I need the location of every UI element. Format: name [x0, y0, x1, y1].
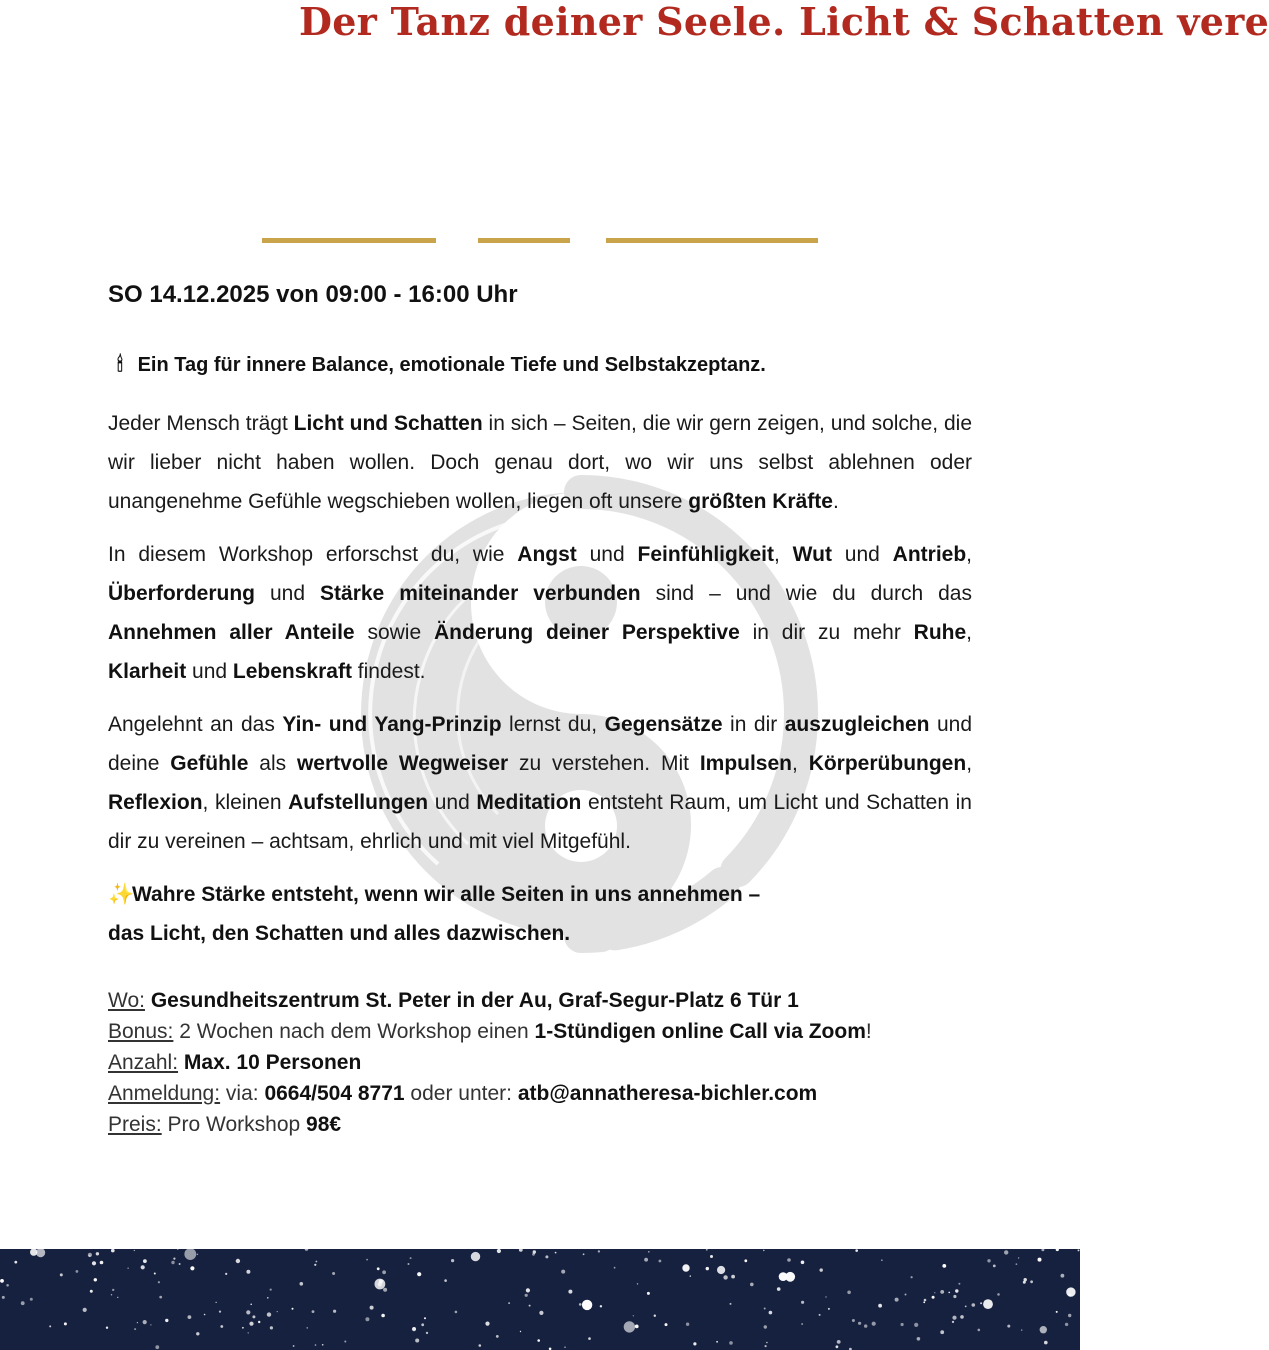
star-dot	[204, 1314, 206, 1316]
star-dot	[914, 1323, 918, 1327]
paragraph-intro: Jeder Mensch trägt Licht und Schatten in sich – Seiten, die wir gern zeigen, und solche, die wir lieber nicht haben wollen. Doch genau dort, wo wir uns selbst ablehnen oder unangenehme Gefühle wegschieben wollen, liegen oft unsere größten Kräfte.	[108, 412, 973, 513]
star-dot	[14, 1261, 17, 1264]
star-dot	[444, 1279, 447, 1282]
star-dot	[958, 1283, 960, 1285]
star-dot	[1056, 1248, 1059, 1251]
star-dot	[878, 1304, 882, 1308]
star-dot	[972, 1303, 976, 1307]
star-dot	[315, 1344, 317, 1346]
star-dot	[377, 1267, 380, 1270]
star-dot	[159, 1296, 162, 1299]
star-dot	[426, 1332, 428, 1334]
star-dot	[837, 1340, 841, 1344]
star-dot	[2, 1296, 5, 1299]
star-dot	[60, 1273, 63, 1276]
star-dot	[117, 1297, 118, 1298]
star-dot	[555, 1252, 557, 1254]
star-dot	[270, 1326, 273, 1329]
star-dot	[1040, 1326, 1047, 1333]
star-dot	[314, 1264, 316, 1266]
star-dot	[497, 1249, 501, 1253]
star-dot	[730, 1303, 732, 1305]
star-dot	[690, 1275, 691, 1276]
star-dot	[801, 1301, 804, 1304]
info-registration: Anmeldung: via: 0664/504 8771 oder unter: atb@annatheresa-bichler.com	[108, 1082, 818, 1105]
star-dot	[940, 1330, 944, 1334]
star-dot	[525, 1294, 528, 1297]
star-dot	[415, 1339, 419, 1343]
star-dot	[158, 1281, 160, 1283]
star-dot	[955, 1289, 958, 1292]
star-dot	[533, 1250, 536, 1253]
star-dot	[137, 1322, 138, 1323]
star-dot	[1016, 1263, 1018, 1265]
star-dot	[171, 1261, 174, 1264]
star-dot	[410, 1257, 412, 1259]
info-capacity: Anzahl: Max. 10 Personen	[108, 1051, 362, 1074]
star-dot	[545, 1255, 548, 1258]
gold-divider-right	[606, 238, 818, 243]
star-dot	[1038, 1258, 1042, 1262]
star-dot	[820, 1268, 823, 1271]
star-dot	[965, 1306, 967, 1308]
star-dot	[706, 1249, 708, 1251]
star-dot	[769, 1311, 773, 1315]
star-dot	[134, 1328, 136, 1330]
star-dot	[1044, 1341, 1048, 1345]
star-dot	[88, 1253, 92, 1257]
star-dot	[779, 1272, 788, 1281]
star-dot	[1007, 1325, 1010, 1328]
star-dot	[686, 1323, 689, 1326]
star-dot	[1004, 1250, 1008, 1254]
star-dot	[819, 1314, 821, 1316]
star-dot	[127, 1268, 128, 1269]
event-date: SO 14.12.2025 von 09:00 - 16:00 Uhr	[108, 281, 518, 308]
lead-text: Ein Tag für innere Balance, emotionale Tiefe und Selbstakzeptanz.	[137, 354, 766, 376]
star-dot	[729, 1341, 733, 1345]
star-dot	[366, 1259, 368, 1261]
star-dot	[30, 1298, 33, 1301]
star-dot	[905, 1294, 907, 1296]
star-dot	[225, 1273, 227, 1275]
star-dot	[267, 1297, 269, 1299]
star-dot	[717, 1266, 725, 1274]
star-dot	[895, 1298, 899, 1302]
star-dot	[344, 1341, 346, 1343]
star-dot	[277, 1311, 278, 1312]
gold-divider-middle	[478, 238, 570, 243]
email-link[interactable]: atb@annatheresa-bichler.com	[517, 1082, 818, 1105]
star-dot	[564, 1346, 566, 1348]
star-dot	[258, 1321, 260, 1323]
star-dot	[731, 1275, 735, 1279]
page-title: Der Tanz deiner Seele. Licht & Schatten vere	[299, 0, 1269, 44]
star-dot	[370, 1306, 374, 1310]
star-dot	[252, 1315, 255, 1318]
star-dot	[644, 1258, 648, 1262]
star-dot	[94, 1278, 97, 1281]
star-dot	[710, 1255, 713, 1258]
star-dot	[90, 1290, 93, 1293]
star-dot	[777, 1287, 781, 1291]
star-dot	[246, 1310, 250, 1314]
star-dot	[316, 1261, 318, 1263]
star-dot	[539, 1311, 543, 1315]
star-dot	[1066, 1287, 1075, 1296]
closing-quote: ✨Wahre Stärke entsteht, wenn wir alle Seiten in uns annehmen – das Licht, den Schatten und alles dazwischen.	[108, 875, 972, 953]
star-dot	[1041, 1248, 1044, 1251]
star-dot	[764, 1308, 766, 1310]
star-dot	[855, 1249, 858, 1252]
info-price: Preis: Pro Workshop 98€	[108, 1113, 342, 1136]
star-dot	[978, 1329, 981, 1332]
star-dot	[242, 1327, 244, 1329]
star-dot	[270, 1289, 272, 1291]
star-dot	[993, 1265, 996, 1268]
star-dot	[496, 1335, 499, 1338]
star-dot	[49, 1325, 51, 1327]
star-dot	[111, 1294, 112, 1295]
star-dot	[417, 1272, 421, 1276]
star-dot	[997, 1293, 1000, 1296]
star-dot	[598, 1250, 600, 1252]
star-dot	[901, 1323, 904, 1326]
star-dot	[787, 1258, 791, 1262]
star-dot	[196, 1332, 199, 1335]
star-dot	[1065, 1323, 1068, 1326]
starry-night-band	[0, 1249, 1080, 1350]
star-dot	[600, 1305, 602, 1307]
star-dot	[987, 1259, 990, 1262]
star-dot	[801, 1261, 805, 1265]
star-dot	[932, 1296, 935, 1299]
star-dot	[508, 1302, 510, 1304]
star-dot	[881, 1260, 882, 1261]
star-dot	[220, 1325, 223, 1328]
star-dot	[633, 1315, 634, 1316]
star-dot	[150, 1324, 151, 1325]
star-dot	[177, 1248, 178, 1249]
phone-link[interactable]: 0664/504 8771	[264, 1082, 405, 1105]
star-dot	[479, 1344, 482, 1347]
star-dot	[582, 1300, 592, 1310]
star-dot	[583, 1253, 585, 1255]
gold-divider-left	[262, 238, 436, 243]
star-dot	[864, 1324, 867, 1327]
sparkles-icon: ✨	[108, 883, 135, 906]
star-dot	[637, 1283, 638, 1284]
info-location: Wo: Gesundheitszentrum St. Peter in der Au, Graf-Segur-Platz 6 Tür 1	[108, 989, 799, 1012]
star-dot	[825, 1296, 826, 1297]
star-dot	[980, 1302, 982, 1304]
star-dot	[96, 1252, 99, 1255]
star-dot	[246, 1270, 250, 1274]
content-column	[108, 278, 972, 1140]
star-dot	[190, 1266, 194, 1270]
star-dot	[1068, 1314, 1071, 1317]
star-dot	[654, 1315, 656, 1317]
star-dot	[537, 1339, 540, 1342]
star-dot	[624, 1321, 635, 1332]
star-dot	[106, 1327, 108, 1329]
star-dot	[6, 1284, 9, 1287]
star-dot	[953, 1295, 956, 1298]
star-dot	[36, 1248, 45, 1257]
star-dot	[520, 1331, 521, 1332]
star-dot	[723, 1275, 727, 1279]
star-dot	[375, 1279, 386, 1290]
star-dot	[693, 1342, 696, 1345]
star-dot	[424, 1317, 426, 1319]
star-dot	[1021, 1329, 1022, 1330]
star-dot	[485, 1322, 489, 1326]
star-dot	[292, 1308, 294, 1310]
star-dot	[911, 1276, 913, 1278]
star-dot	[924, 1299, 927, 1302]
paragraph-workshop: In diesem Workshop erforschst du, wie Angst und Feinfühligkeit, Wut und Antrieb, Überforderung und Stärke miteinander verbunden sind – und wie du durch das Annehmen aller Anteile sowie Änderung deiner Perspektive in dir zu mehr Ruhe, Klarheit und Lebenskraft findest.	[108, 543, 972, 683]
star-dot	[312, 1310, 315, 1313]
candle-icon: 🕯	[117, 354, 123, 376]
star-dot	[451, 1259, 454, 1262]
star-dot	[100, 1261, 104, 1265]
star-dot	[141, 1265, 145, 1269]
star-dot	[307, 1327, 308, 1328]
star-dot	[383, 1288, 387, 1292]
star-dot	[765, 1345, 767, 1347]
star-dot	[381, 1314, 385, 1318]
star-dot	[872, 1322, 876, 1326]
star-dot	[173, 1258, 175, 1260]
lead-line	[108, 350, 972, 380]
star-dot	[365, 1317, 369, 1321]
star-dot	[179, 1263, 181, 1265]
star-dot	[165, 1319, 168, 1322]
star-dot	[526, 1288, 530, 1292]
star-dot	[21, 1301, 25, 1305]
paragraph-yin-yang: Angelehnt an das Yin- und Yang-Prinzip lernst du, Gegensätze in dir auszugleichen und deine Gefühle als wertvolle Wegweiser zu verstehen. Mit Impulsen, Körperübungen, Reflexion, kleinen Aufstellungen und Meditation entsteht Raum, um Licht und Schatten in dir zu vereinen – achtsam, ehrlich und mit viel Mitgefühl.	[108, 713, 973, 853]
star-dot	[333, 1310, 336, 1313]
star-dot	[412, 1327, 416, 1331]
star-dot	[236, 1259, 240, 1263]
star-dot	[322, 1344, 324, 1346]
star-dot	[960, 1315, 964, 1319]
star-dot	[332, 1272, 335, 1275]
star-dot	[519, 1248, 523, 1252]
star-dot	[952, 1321, 954, 1323]
star-dot	[134, 1250, 135, 1251]
star-dot	[836, 1345, 839, 1348]
star-dot	[305, 1247, 309, 1251]
star-dot	[828, 1308, 830, 1310]
star-dot	[300, 1282, 304, 1286]
star-dot	[635, 1325, 639, 1329]
star-dot	[1030, 1280, 1033, 1283]
star-dot	[188, 1315, 192, 1319]
star-dot	[293, 1345, 295, 1347]
star-dot	[801, 1323, 803, 1325]
star-dot	[763, 1250, 765, 1252]
star-dot	[143, 1320, 147, 1324]
star-dot	[529, 1305, 531, 1307]
star-dot	[155, 1345, 159, 1349]
star-dot	[250, 1304, 252, 1306]
star-dot	[716, 1341, 718, 1343]
star-dot	[764, 1325, 767, 1328]
star-dot	[248, 1332, 249, 1333]
star-dot	[471, 1252, 480, 1261]
star-dot	[665, 1323, 668, 1326]
star-dot	[1078, 1249, 1080, 1251]
star-dot	[766, 1342, 768, 1344]
star-dot	[408, 1263, 410, 1265]
star-dot	[83, 1308, 87, 1312]
star-dot	[983, 1299, 993, 1309]
star-dot	[858, 1322, 861, 1325]
star-dot	[455, 1311, 458, 1314]
star-dot	[647, 1292, 650, 1295]
star-dot	[579, 1303, 582, 1306]
star-dot	[112, 1289, 114, 1291]
star-dot	[948, 1292, 950, 1294]
star-dot	[1061, 1274, 1065, 1278]
star-dot	[219, 1311, 221, 1313]
star-dot	[0, 1279, 4, 1283]
star-dot	[249, 1322, 253, 1326]
star-dot	[382, 1270, 386, 1274]
star-dot	[614, 1267, 616, 1269]
star-dot	[1023, 1281, 1026, 1284]
info-bonus: Bonus: 2 Wochen nach dem Workshop einen 1-Stündigen online Call via Zoom!	[108, 1020, 872, 1043]
star-dot	[1056, 1311, 1058, 1313]
star-dot	[143, 1259, 147, 1263]
star-dot	[744, 1259, 747, 1262]
star-dot	[648, 1251, 650, 1253]
star-dot	[706, 1267, 709, 1270]
star-dot	[92, 1261, 96, 1265]
star-dot	[750, 1283, 754, 1287]
star-dot	[942, 1264, 946, 1268]
star-dot	[76, 1270, 79, 1273]
star-dot	[1018, 1257, 1019, 1258]
star-dot	[847, 1291, 851, 1295]
star-dot	[267, 1312, 271, 1316]
star-dot	[184, 1248, 196, 1260]
star-dot	[659, 1260, 662, 1263]
star-dot	[197, 1254, 199, 1256]
star-dot	[952, 1316, 956, 1320]
star-dot	[111, 1249, 115, 1253]
star-dot	[917, 1337, 921, 1341]
star-dot	[568, 1290, 572, 1294]
star-dot	[154, 1273, 156, 1275]
star-dot	[923, 1301, 925, 1303]
star-dot	[64, 1322, 67, 1325]
star-dot	[588, 1337, 591, 1340]
star-dot	[682, 1264, 689, 1271]
star-dot	[852, 1319, 855, 1322]
event-info	[108, 985, 972, 1140]
star-dot	[934, 1292, 935, 1293]
star-dot	[940, 1290, 944, 1294]
star-dot	[216, 1302, 217, 1303]
star-dot	[561, 1270, 565, 1274]
star-dot	[421, 1323, 424, 1326]
